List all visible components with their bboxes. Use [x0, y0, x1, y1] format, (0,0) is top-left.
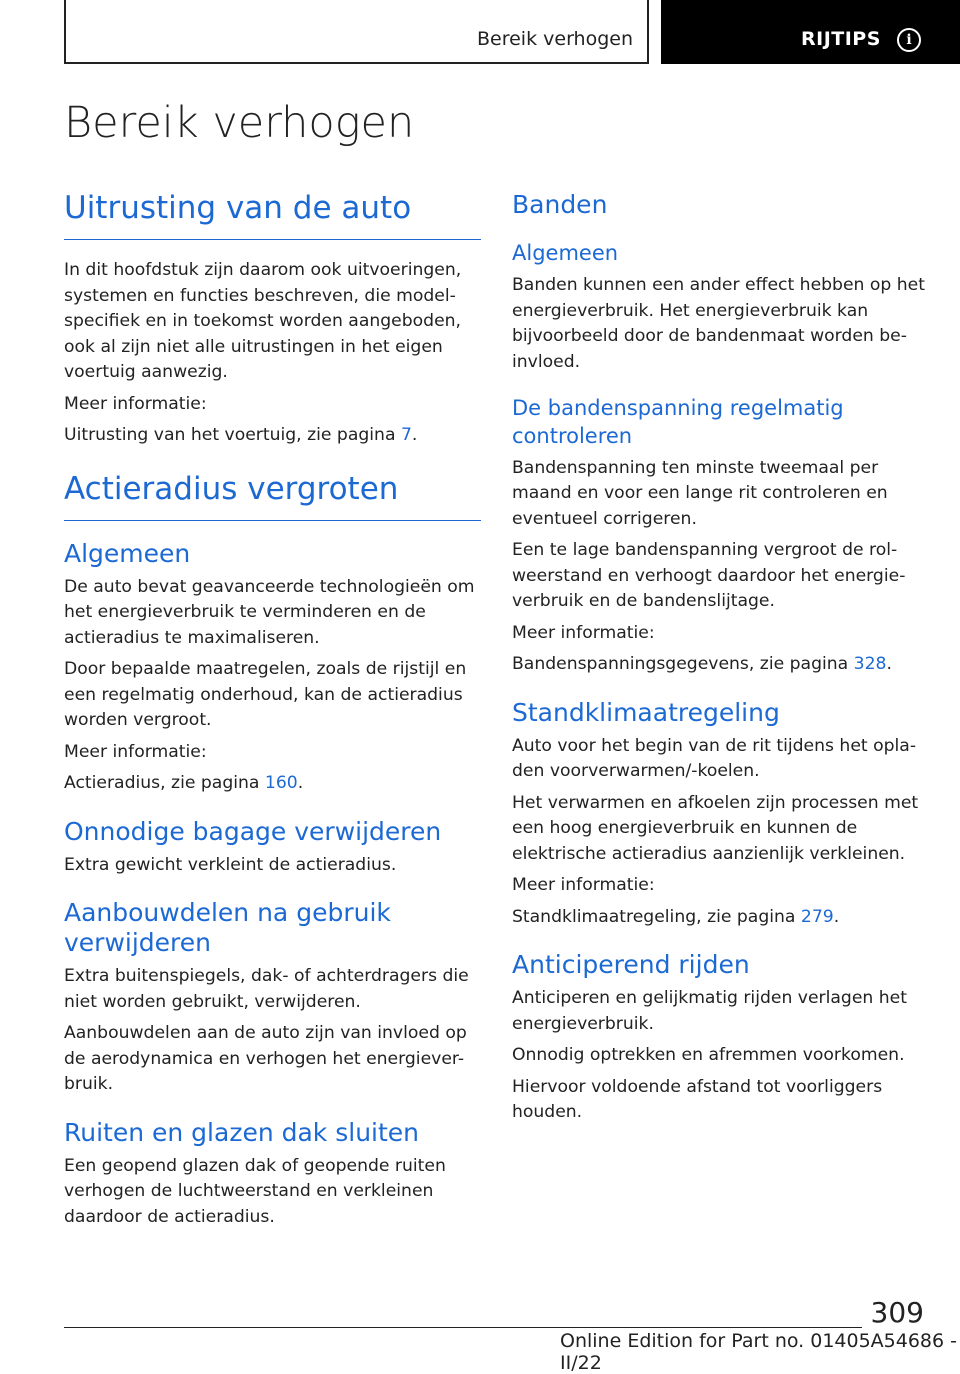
header-section-box [64, 0, 649, 64]
paragraph: Door bepaalde maatregelen, zoals de rijstijl en een regelmatig onderhoud, kan de actieradius worden vergroot. [64, 659, 467, 731]
reference-text: Actieradius, zie pagina [64, 773, 265, 794]
paragraph: Auto voor het begin van de rit tijdens het opla-den voorverwarmen/-koelen. [512, 735, 917, 782]
reference: Standklimaatregeling, zie pagina 279. [512, 906, 840, 927]
paragraph: Meer informatie: [512, 622, 655, 643]
reference: Uitrusting van het voertuig, zie pagina 7. [64, 425, 418, 446]
page-link[interactable]: 279 [800, 906, 834, 927]
paragraph: Het verwarmen en afkoelen zijn processen met een hoog energieverbruik en kunnen de elektrische actieradius aanzienlijk verkleinen. [512, 792, 919, 864]
footer-edition [560, 1330, 960, 1374]
heading-banden-algemeen: Algemeen [512, 241, 619, 265]
reference-text: Bandenspanningsgegevens, zie pagina [512, 654, 854, 675]
page-title: Bereik verhogen [64, 98, 415, 148]
header-chapter-label: RIJTIPS [801, 28, 881, 50]
heading-actieradius: Actieradius vergroten [64, 471, 481, 521]
paragraph: Onnodig optrekken en afremmen voorkomen. [512, 1045, 905, 1066]
heading-uitrusting: Uitrusting van de auto [64, 190, 481, 240]
page-link[interactable]: 7 [400, 425, 412, 446]
heading-anticiperend: Anticiperend rijden [512, 950, 750, 980]
reference-text: Standklimaatregeling, zie pagina [512, 906, 801, 927]
reference: Bandenspanningsgegevens, zie pagina 328. [512, 654, 892, 675]
heading-standklimaat: Standklimaatregeling [512, 697, 780, 727]
paragraph: Meer informatie: [64, 393, 207, 414]
paragraph: Meer informatie: [512, 875, 655, 896]
heading-ruiten: Ruiten en glazen dak sluiten [64, 1117, 420, 1147]
paragraph: Aanbouwdelen aan de auto zijn van invloed op de aerodynamica en verhogen het energiever-bruik. [64, 1023, 467, 1095]
paragraph: Een te lage bandenspanning vergroot de rol-weerstand en verhoogt daardoor het energie-verbruik en de bandenslijtage. [512, 540, 906, 612]
paragraph: Banden kunnen een ander effect hebben op het energieverbruik. Het energieverbruik kan bijvoorbeeld door de bandenmaat worden be-invloed. [512, 275, 925, 372]
paragraph: Anticiperen en gelijkmatig rijden verlagen het energieverbruik. [512, 988, 907, 1034]
reference: Actieradius, zie pagina 160. [64, 773, 304, 794]
paragraph: De auto bevat geavanceerde technologieën om het energieverbruik te verminderen en de actieradius te maximaliseren. [64, 576, 475, 648]
page-number: 309 [870, 1296, 924, 1329]
info-icon: i [897, 28, 921, 52]
paragraph: Meer informatie: [64, 741, 207, 762]
page-link[interactable]: 328 [853, 654, 887, 675]
reference-text: Uitrusting van het voertuig, zie pagina [64, 425, 401, 446]
left-column [64, 190, 481, 1230]
header-section-title: Bereik verhogen [477, 28, 633, 50]
paragraph: Hiervoor voldoende afstand tot voorliggers houden. [512, 1076, 883, 1123]
footer-divider [64, 1327, 862, 1328]
heading-bagage: Onnodige bagage verwijderen [64, 816, 442, 846]
edition-text: Online Edition for Part no. 01405A54686 - II/22 [560, 1330, 958, 1374]
page-link[interactable]: 160 [264, 773, 298, 794]
paragraph: In dit hoofdstuk zijn daarom ook uitvoeringen, systemen en functies beschreven, die model-specifiek en in toekomst worden aangeboden, ook al zijn niet alle uitrustingen in het eigen voertuig aanwezig. [64, 260, 462, 383]
paragraph: Extra gewicht verkleint de actieradius. [64, 854, 397, 875]
heading-aanbouwdelen: Aanbouwdelen na gebruik verwijderen [64, 898, 391, 958]
heading-algemeen: Algemeen [64, 538, 191, 568]
header-chapter-tab [661, 0, 960, 64]
paragraph: Extra buitenspiegels, dak- of achterdragers die niet worden gebruikt, verwijderen. [64, 966, 469, 1012]
paragraph: Bandenspanning ten minste tweemaal per maand en voor een lange rit controleren en eventueel corrigeren. [512, 457, 888, 529]
right-column [512, 190, 928, 1126]
heading-banden: Banden [512, 190, 608, 219]
heading-bandenspanning: De bandenspanning regelmatig controleren [512, 396, 844, 448]
paragraph: Een geopend glazen dak of geopende ruiten verhogen de luchtweerstand en verkleinen daardoor de actieradius. [64, 1155, 446, 1227]
